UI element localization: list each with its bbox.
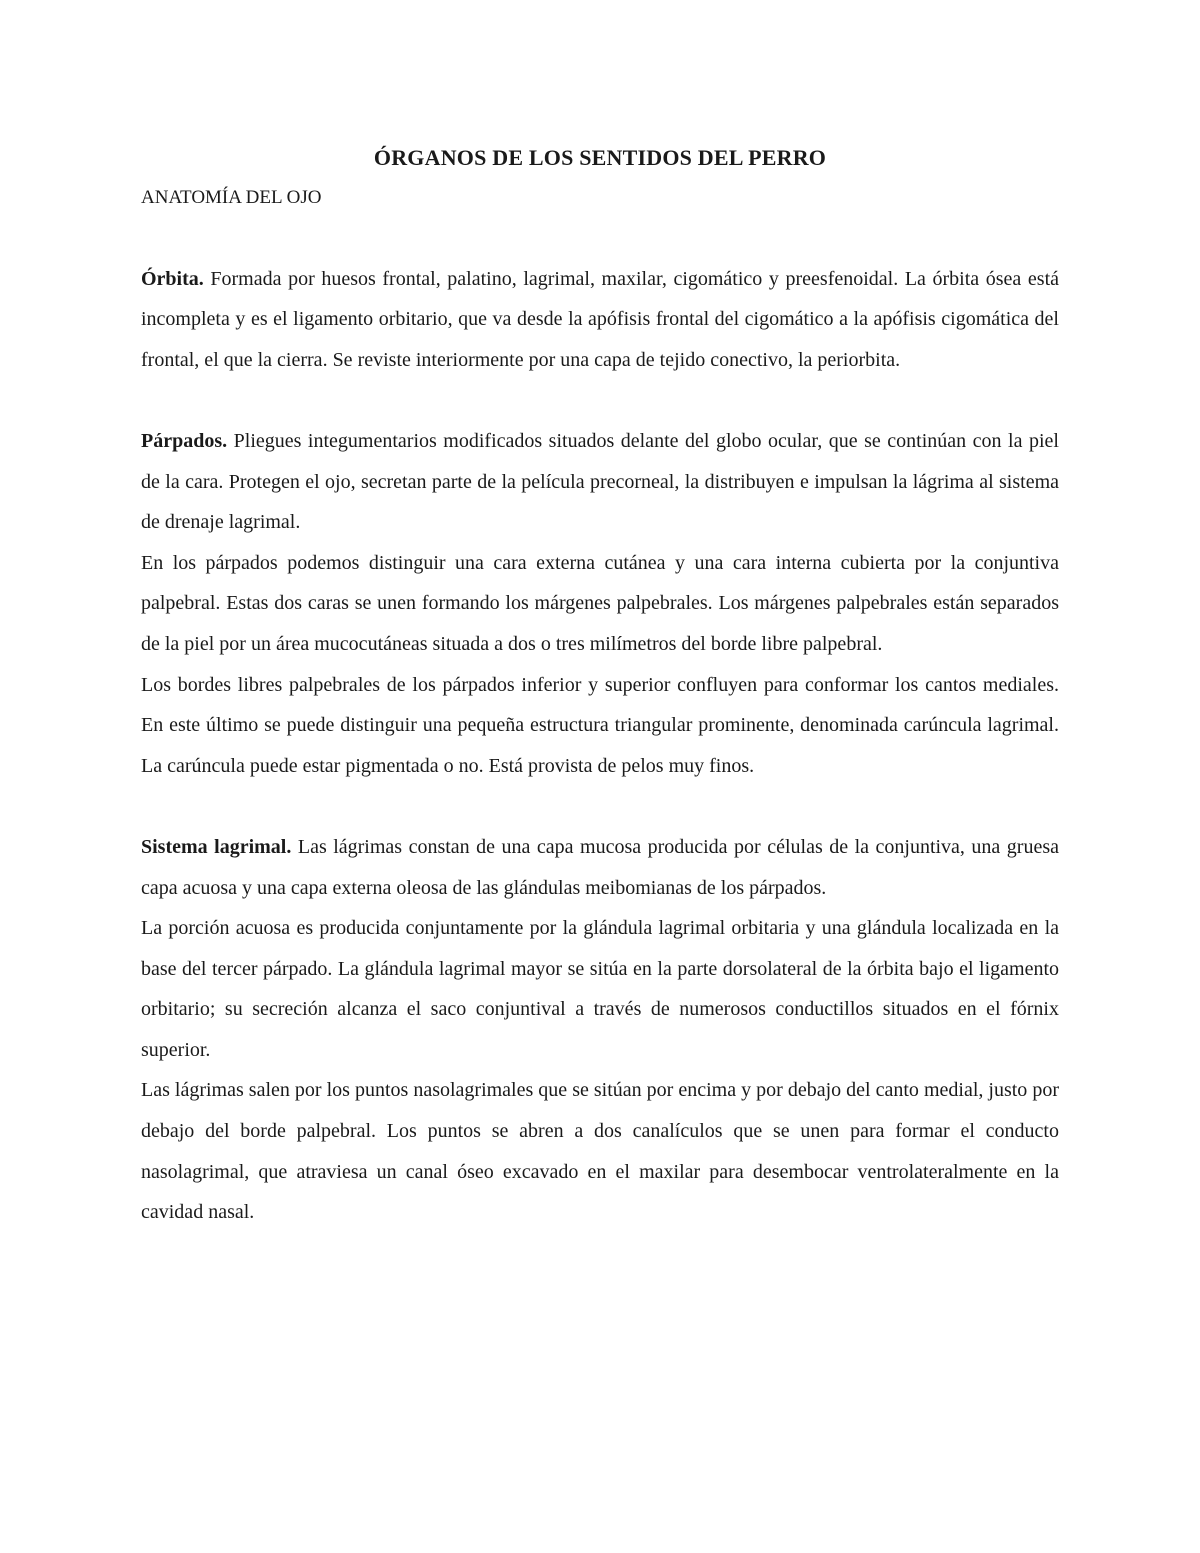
blank-line — [141, 786, 1059, 827]
paragraph-orbita — [141, 259, 1059, 381]
section-title: ANATOMÍA DEL OJO — [141, 187, 322, 208]
paragraph-sistema-lagrimal-3: Las lágrimas salen por los puntos nasolagrimales que se sitúan por encima y por debajo del canto medial, justo por debajo del borde palpebral. Los puntos se abren a dos canalículos que se unen para formar el conducto nasolagrimal, que atraviesa un canal óseo excavado en el maxilar para desembocar ventrolateralmente en la cavidad nasal. — [141, 1079, 1059, 1224]
document-title: ÓRGANOS DE LOS SENTIDOS DEL PERRO — [373, 145, 827, 170]
paragraph-parpados-3: Los bordes libres palpebrales de los párpados inferior y superior confluyen para conformar los cantos mediales. En este último se puede distinguir una pequeña estructura triangular prominente, denominada carúncula lagrimal. La carúncula puede estar pigmentada o no. Está provista de pelos muy finos. — [141, 673, 1059, 777]
blank-line — [141, 380, 1059, 421]
term-sistema-lagrimal: Sistema lagrimal. — [141, 835, 292, 858]
document-page — [141, 138, 1059, 1233]
paragraph-parpados — [141, 421, 1059, 543]
text-parpados: Pliegues integumentarios modificados situados delante del globo ocular, que se continúan con la piel de la cara. Protegen el ojo, secretan parte de la película precorneal, la distribuyen e impulsan la lágrima al sistema de drenaje lagrimal. — [141, 429, 1059, 534]
text-sistema-lagrimal: Las lágrimas constan de una capa mucosa producida por células de la conjuntiva, una gruesa capa acuosa y una capa externa oleosa de las glándulas meibomianas de los párpados. — [141, 835, 1059, 899]
text-orbita: Formada por huesos frontal, palatino, lagrimal, maxilar, cigomático y preesfenoidal. La órbita ósea está incompleta y es el ligamento orbitario, que va desde la apófisis frontal del cigomático a la apófisis cigomática del frontal, el que la cierra. Se reviste interiormente por una capa de tejido conectivo, la periorbita. — [141, 267, 1059, 371]
paragraph-parpados-2: En los párpados podemos distinguir una cara externa cutánea y una cara interna cubierta por la conjuntiva palpebral. Estas dos caras se unen formando los márgenes palpebrales. Los márgenes palpebrales están separados de la piel por un área mucocutáneas situada a dos o tres milímetros del borde libre palpebral. — [141, 551, 1059, 655]
paragraph-sistema-lagrimal — [141, 827, 1059, 908]
blank-line — [141, 218, 1059, 259]
term-parpados: Párpados. — [141, 429, 228, 452]
paragraph-sistema-lagrimal-2: La porción acuosa es producida conjuntamente por la glándula lagrimal orbitaria y una glándula localizada en la base del tercer párpado. La glándula lagrimal mayor se sitúa en la parte dorsolateral de la órbita bajo el ligamento orbitario; su secreción alcanza el saco conjuntival a través de numerosos conductillos situados en el fórnix superior. — [141, 917, 1059, 1061]
term-orbita: Órbita. — [141, 267, 204, 290]
